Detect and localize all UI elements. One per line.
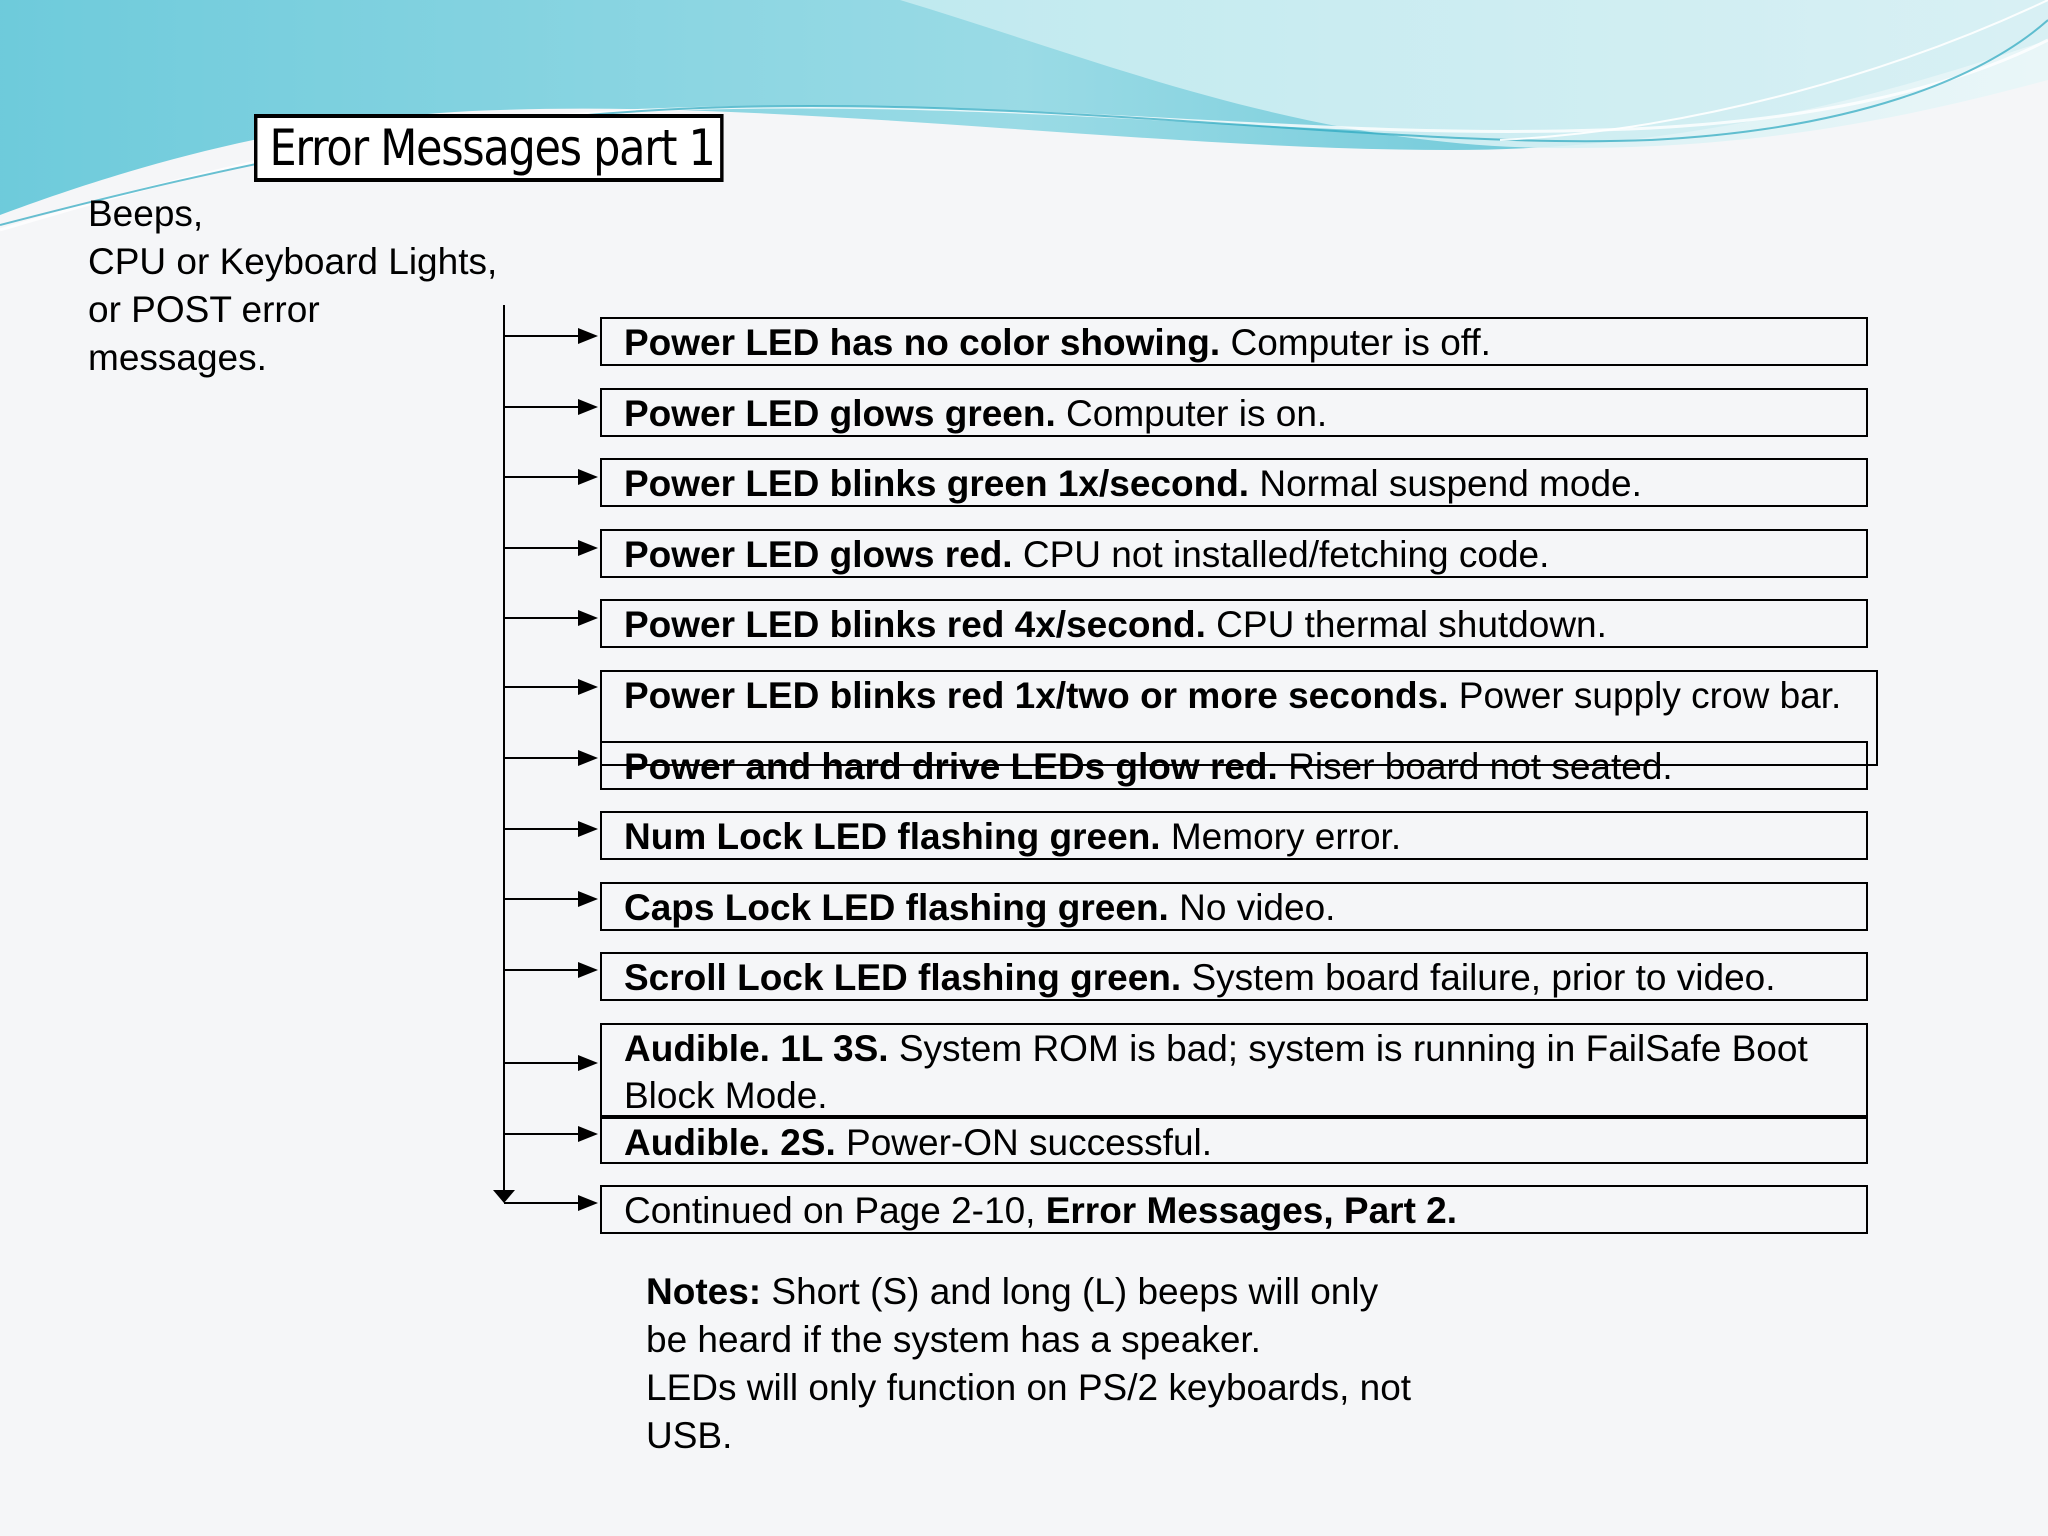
- intro-text: Beeps, CPU or Keyboard Lights, or POST error messages.: [88, 193, 498, 378]
- error-item-condition: Power LED blinks red 1x/two or more seconds.: [624, 675, 1449, 716]
- error-item-condition: Audible. 2S.: [624, 1122, 836, 1163]
- error-item-meaning: No video.: [1168, 887, 1336, 928]
- error-item-meaning: System ROM is bad; system is running in FailSafe Boot Block Mode.: [624, 1028, 1808, 1116]
- continued-box: [600, 1185, 1868, 1234]
- error-item: [600, 529, 1868, 578]
- error-item-meaning: Riser board not seated.: [1277, 746, 1673, 787]
- error-item-meaning: CPU not installed/fetching code.: [1012, 534, 1550, 575]
- error-item-condition: Caps Lock LED flashing green.: [624, 887, 1169, 928]
- error-item-condition: Power LED blinks red 4x/second.: [624, 604, 1206, 645]
- error-item: [600, 741, 1868, 790]
- error-item-condition: Audible. 1L 3S.: [624, 1028, 889, 1069]
- error-item-condition: Power LED blinks green 1x/second.: [624, 463, 1250, 504]
- error-item-condition: Power and hard drive LEDs glow red.: [624, 746, 1278, 787]
- page-title: Error Messages part 1: [254, 114, 724, 182]
- error-item-meaning: Computer is on.: [1055, 393, 1328, 434]
- error-item: [600, 1023, 1868, 1117]
- error-item-condition: Power LED glows red.: [624, 534, 1013, 575]
- notes-label: Notes:: [646, 1271, 762, 1312]
- error-item: [600, 388, 1868, 437]
- continued-text: Continued on Page 2-10,: [624, 1190, 1046, 1231]
- notes-line2: LEDs will only function on PS/2 keyboards, not USB.: [646, 1367, 1412, 1456]
- error-item-condition: Power LED glows green.: [624, 393, 1056, 434]
- error-item-condition: Power LED has no color showing.: [624, 322, 1221, 363]
- error-item-condition: Num Lock LED flashing green.: [624, 816, 1161, 857]
- error-item: [600, 599, 1868, 648]
- continued-link: Error Messages, Part 2.: [1045, 1190, 1458, 1231]
- error-item-meaning: CPU thermal shutdown.: [1205, 604, 1607, 645]
- error-item: [600, 952, 1868, 1001]
- notes-line1: Short (S) and long (L) beeps will only be heard if the system has a speaker.: [646, 1271, 1379, 1360]
- error-item: [600, 458, 1868, 507]
- error-item-meaning: System board failure, prior to video.: [1181, 957, 1776, 998]
- error-item: [600, 811, 1868, 860]
- error-item: [600, 1117, 1868, 1164]
- error-item-meaning: Power supply crow bar.: [1448, 675, 1842, 716]
- error-item-condition: Scroll Lock LED flashing green.: [624, 957, 1182, 998]
- notes: [646, 1268, 1426, 1460]
- error-item-meaning: Normal suspend mode.: [1249, 463, 1642, 504]
- error-item: [600, 882, 1868, 931]
- error-item-meaning: Power-ON successful.: [835, 1122, 1213, 1163]
- error-item-meaning: Computer is off.: [1220, 322, 1491, 363]
- error-item-meaning: Memory error.: [1160, 816, 1402, 857]
- error-item: [600, 317, 1868, 366]
